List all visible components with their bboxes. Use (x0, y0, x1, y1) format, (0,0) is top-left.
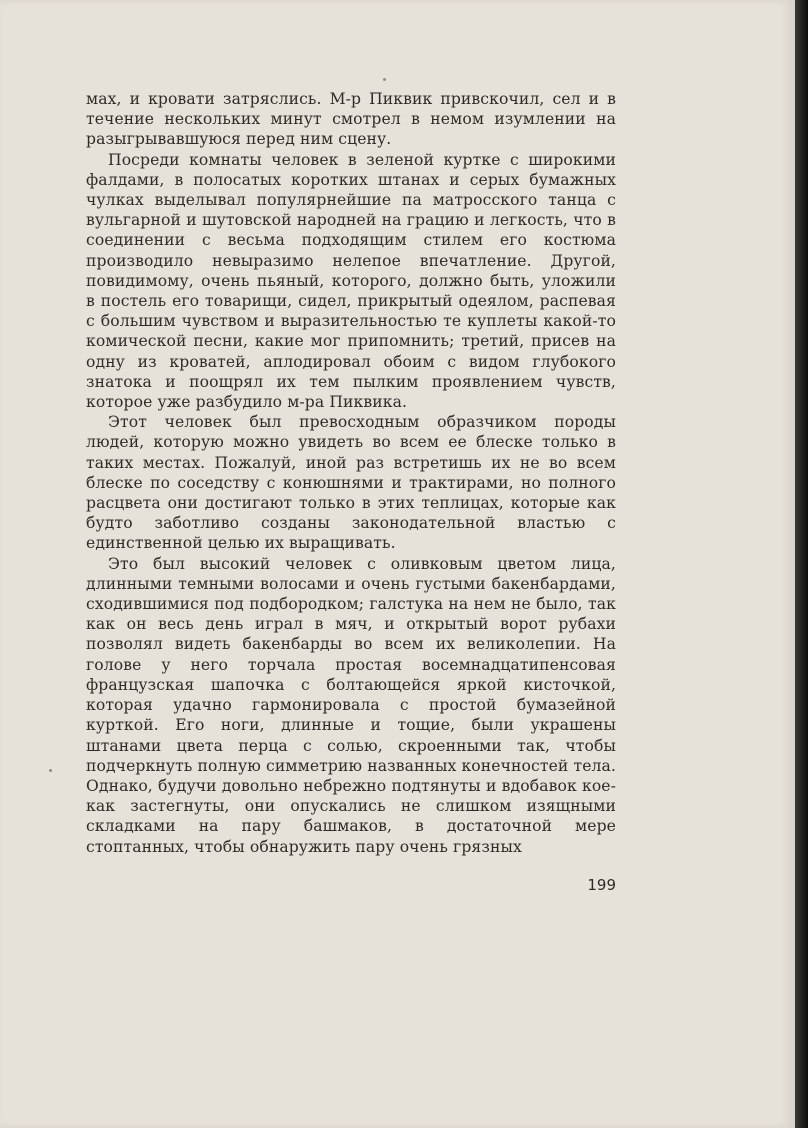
paragraph-4: Это был высокий человек с оливковым цветом лица, длинными темными волосами и очень густыми бакенбардами, сходившимися под подбородком; галстука на нем не было, так как он весь день играл в мяч, и открытый ворот рубахи позволял видеть бакенбарды во всем их великолепии. На голове у него торчала простая восемнадцатипенсовая французская шапочка с болтающейся яркой кисточкой, которая удачно гармонировала с простой бумазейной курткой. Его ноги, длинные и тощие, были украшены штанами цвета перца с солью, скроенными так, чтобы подчеркнуть полную симметрию названных конечностей тела. Однако, будучи довольно небрежно подтянуты и вдобавок кое-как застегнуты, они опускались не слишком изящными складками на пару башмаков, в достаточной мере стоптанных, чтобы обнаружить пару очень грязных (86, 554, 616, 856)
book-spine-edge (795, 0, 808, 1128)
paragraph-2: Посреди комнаты человек в зеленой куртке с широкими фалдами, в полосатых коротких штанах и серых бумажных чулках выделывал популярнейшие па матросского танца с вульгарной и шутовской народней на грацию и легкость, что в соединении с весьма подходящим стилем его костюма производило невыразимо нелепое впечатление. Другой, повидимому, очень пьяный, которого, должно быть, уложили в постель его товарищи, сидел, прикрытый одеялом, распевая с большим чувством и выразительностью те куплеты какой-то комической песни, какие мог припомнить; третий, присев на одну из кроватей, аплодировал обоим с видом глубокого знатока и поощрял их тем пылким проявлением чувств, которое уже разбудило м-ра Пиквика. (86, 150, 616, 412)
paper-speck (49, 769, 52, 772)
page-number: 199 (587, 876, 616, 894)
body-text (86, 89, 616, 857)
paragraph-1: мах, и кровати затряслись. М-р Пиквик привскочил, сел и в течение нескольких минут смотрел в немом изумлении на разыгрывавшуюся перед ним сцену. (86, 90, 616, 149)
paragraph-3: Этот человек был превосходным образчиком породы людей, которую можно увидеть во всем ее блеске только в таких местах. Пожалуй, иной раз встретишь их не во всем блеске по соседству с конюшнями и трактирами, но полного расцвета они достигают только в этих теплицах, которые как будто заботливо созданы законодательной властью с единственной целью их выращивать. (86, 413, 616, 553)
paper-speck (383, 78, 386, 81)
